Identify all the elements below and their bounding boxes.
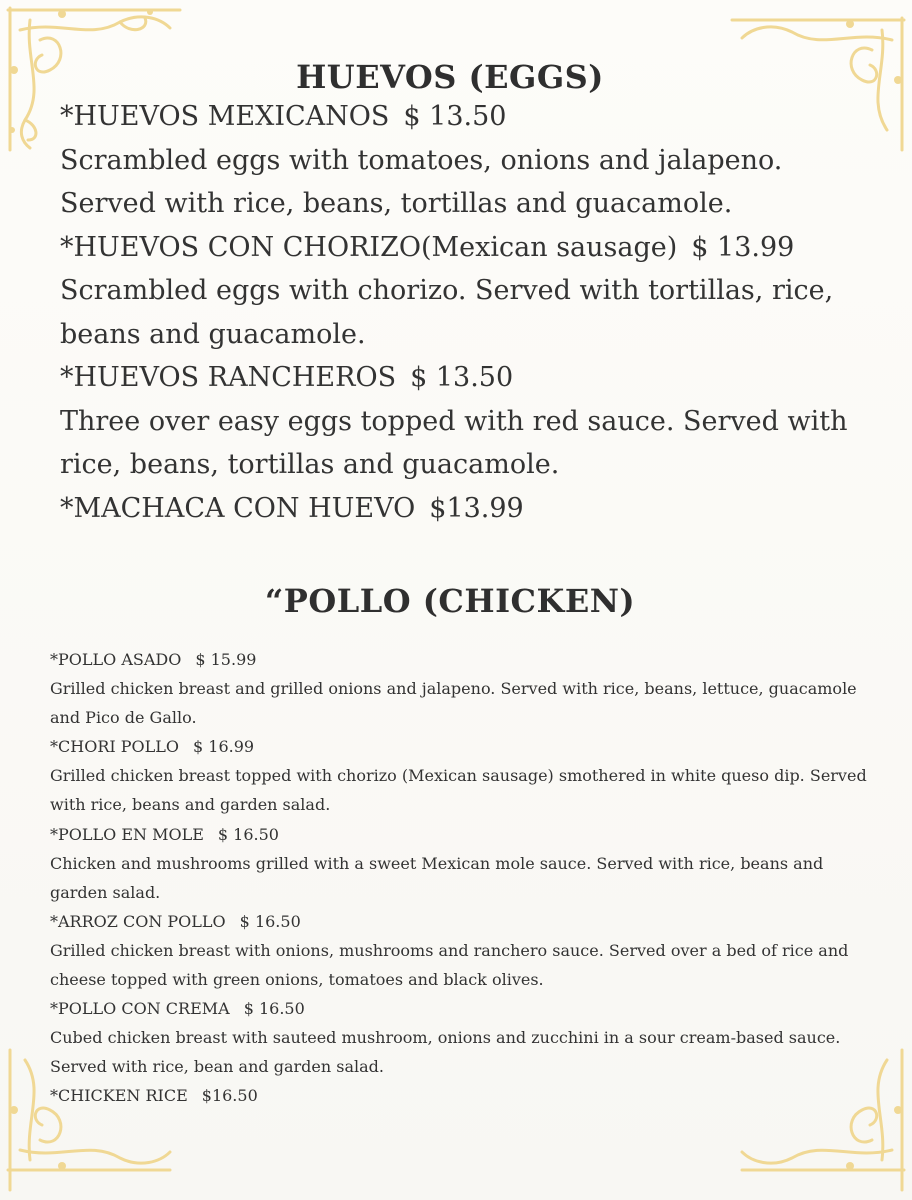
item-price: $ 15.99 [195, 650, 257, 669]
menu-item-description: Chicken and mushrooms grilled with a sweet Mexican mole sauce. Served with rice, beans and garden salad. [50, 853, 824, 902]
menu-item-name [50, 645, 870, 674]
menu-item-description: Grilled chicken breast and grilled onions and jalapeno. Served with rice, beans, lettuce, guacamole and Pico de Gallo. [50, 679, 857, 728]
menu-item-description: Cubed chicken breast with sauteed mushroom, onions and zucchini in a sour cream-based sauce. Served with rice, bean and garden salad. [50, 1028, 841, 1077]
menu-item-name [60, 487, 860, 531]
item-name: *POLLO CON CREMA [50, 999, 230, 1019]
huevos-items [60, 95, 860, 530]
item-price: $ 16.50 [243, 999, 305, 1019]
menu-item-name [50, 1081, 870, 1110]
menu-item-description: Three over easy eggs topped with red sauce. Served with rice, beans, tortillas and guacamole. [60, 405, 848, 480]
item-name: *ARROZ CON POLLO [50, 911, 226, 931]
item-price: $ 13.50 [410, 362, 514, 393]
item-price: $ 16.50 [217, 824, 279, 844]
menu-item-name [60, 95, 860, 139]
item-name: *HUEVOS MEXICANOS [60, 101, 390, 132]
menu-item-description: Grilled chicken breast with onions, mushrooms and ranchero sauce. Served over a bed of rice and cheese topped with green onions, tomatoes and black olives. [50, 940, 849, 990]
item-name: *HUEVOS CON CHORIZO(Mexican sausage) [60, 231, 678, 263]
pollo-items [50, 645, 870, 1111]
menu-item-name [60, 226, 860, 270]
menu-item-name [60, 356, 860, 400]
item-name: *POLLO ASADO [50, 650, 182, 669]
huevos-section-title: HUEVOS (EGGS) [296, 58, 604, 96]
item-price: $ 13.99 [691, 231, 795, 263]
item-name: *POLLO EN MOLE [50, 824, 204, 844]
menu-item-name [50, 907, 870, 936]
item-price: $13.99 [429, 492, 524, 524]
item-price: $ 13.50 [403, 101, 507, 132]
item-name: *CHORI POLLO [50, 737, 180, 757]
menu-item-description: Grilled chicken breast topped with chorizo (Mexican sausage) smothered in white queso dip. Served with rice, beans and garden salad. [50, 766, 867, 815]
item-price: $16.50 [201, 1086, 258, 1106]
menu-item-description: Scrambled eggs with chorizo. Served with tortillas, rice, beans and guacamole. [60, 275, 834, 350]
menu-item-name [50, 732, 870, 761]
item-name: *HUEVOS RANCHEROS [60, 362, 397, 393]
menu-item-name [50, 994, 870, 1023]
menu-item-description: Scrambled eggs with tomatoes, onions and jalapeno. Served with rice, beans, tortillas and guacamole. [60, 144, 783, 219]
item-name: *CHICKEN RICE [50, 1086, 188, 1106]
item-price: $ 16.50 [239, 911, 301, 931]
menu-item-name [50, 820, 870, 849]
pollo-section-title: “POLLO (CHICKEN) [264, 582, 636, 620]
item-name: *MACHACA CON HUEVO [60, 492, 416, 524]
item-price: $ 16.99 [193, 737, 255, 757]
